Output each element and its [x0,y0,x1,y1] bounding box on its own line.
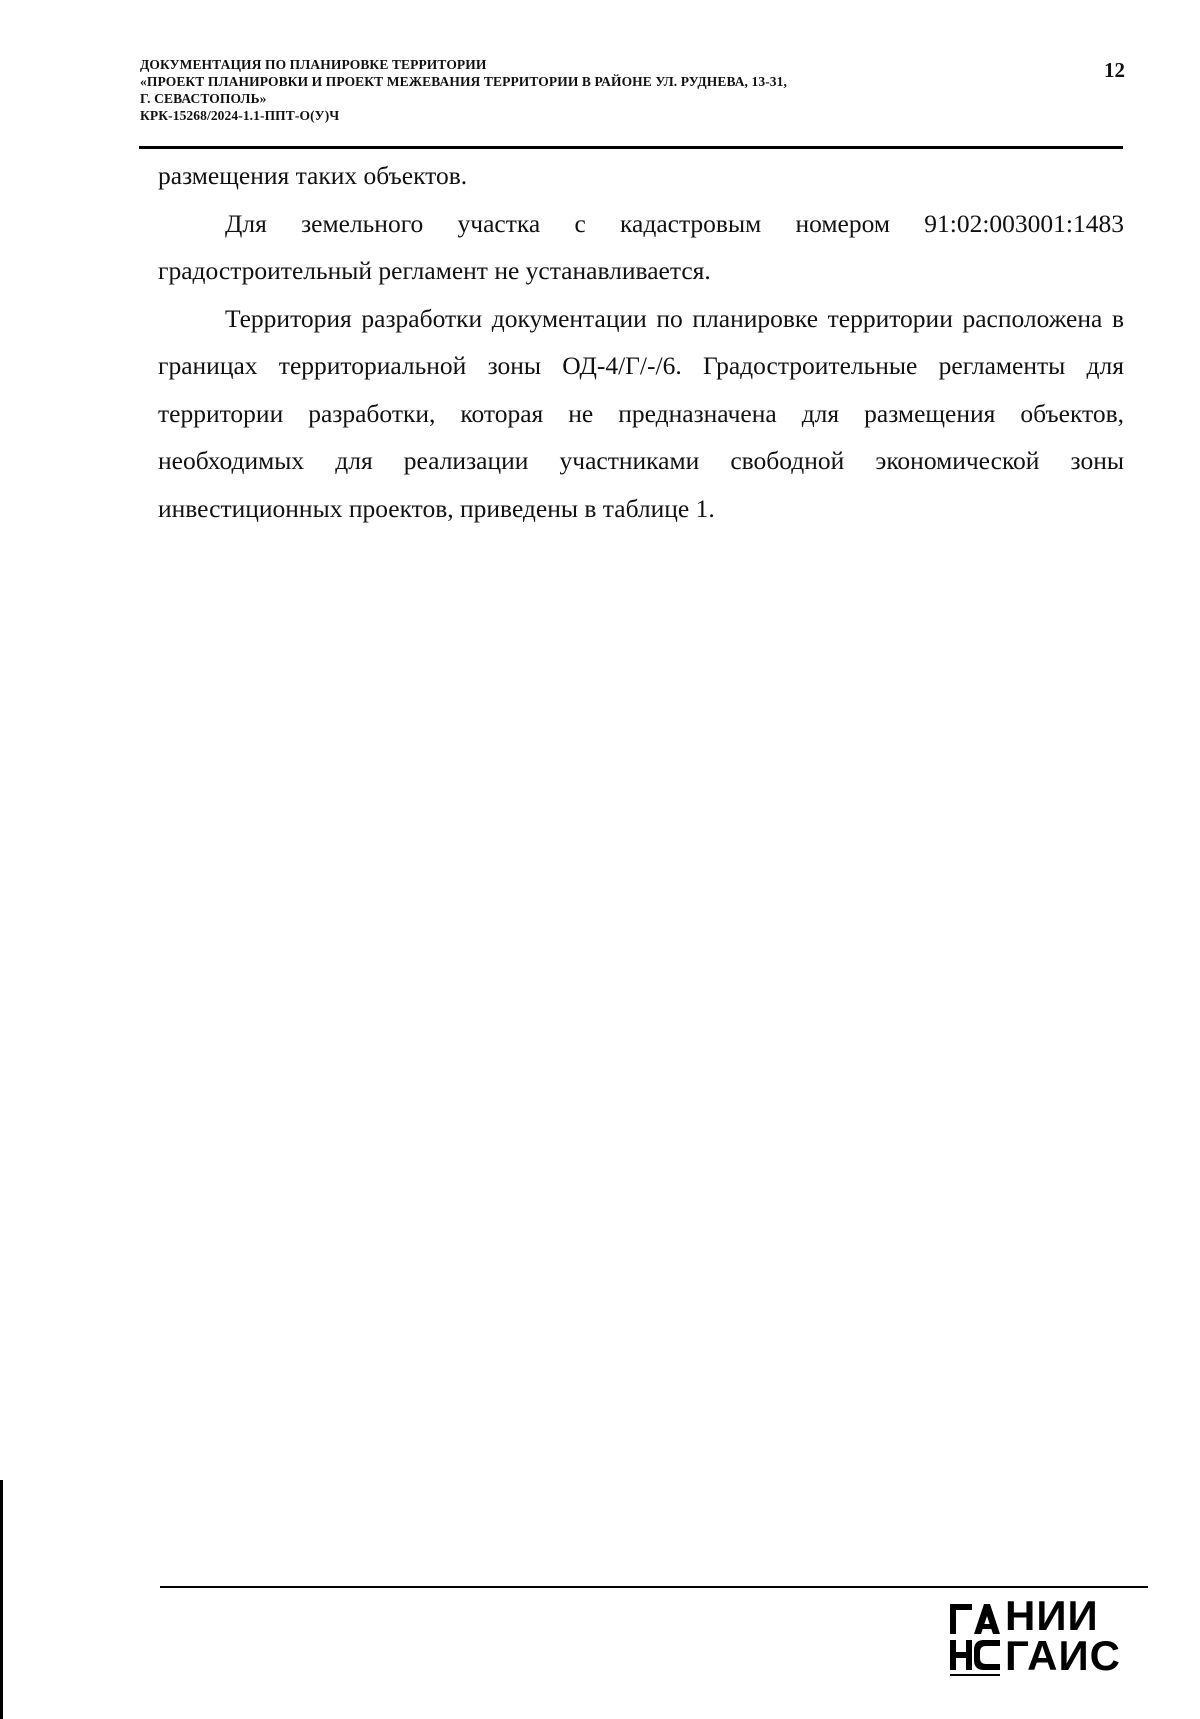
paragraph-continuation: размещения таких объектов. [158,161,468,190]
paragraph-cadastral: Для земельного участка с кадастровым номером 91:02:003001:1483 градостроительный регламент не устанавливается. [158,208,1124,285]
nii-gais-logo-text [1005,1592,1122,1679]
scan-edge-line [0,1480,3,1719]
document-header [140,56,960,124]
header-line-code: КРК-15268/2024-1.1-ППТ-О(У)Ч [140,108,340,123]
logo-line-nii: НИИ [1005,1592,1099,1639]
document-body [158,152,1124,532]
header-line-title: ДОКУМЕНТАЦИЯ ПО ПЛАНИРОВКЕ ТЕРРИТОРИИ [140,57,487,72]
paragraph-territory: Территория разработки документации по планировке территории расположена в границах территориальной зоны ОД-4/Г/-/6. Градостроительные регламенты для территории разработки, которая не предназначена для размещения объектов, необходимых для реализации участниками свободной экономической зоны инвестиционных проектов, приведены в таблице 1. [158,303,1124,523]
header-line-project: «ПРОЕКТ ПЛАНИРОВКИ И ПРОЕКТ МЕЖЕВАНИЯ ТЕРРИТОРИИ В РАЙОНЕ УЛ. РУДНЕВА, 13-31, [140,74,787,89]
footer-divider [160,1586,1148,1588]
page-number: 12 [1104,58,1125,82]
logo-line-gais: ГАИС [1005,1632,1122,1679]
header-divider [139,146,1123,149]
header-line-city: Г. СЕВАСТОПОЛЬ» [140,91,267,106]
